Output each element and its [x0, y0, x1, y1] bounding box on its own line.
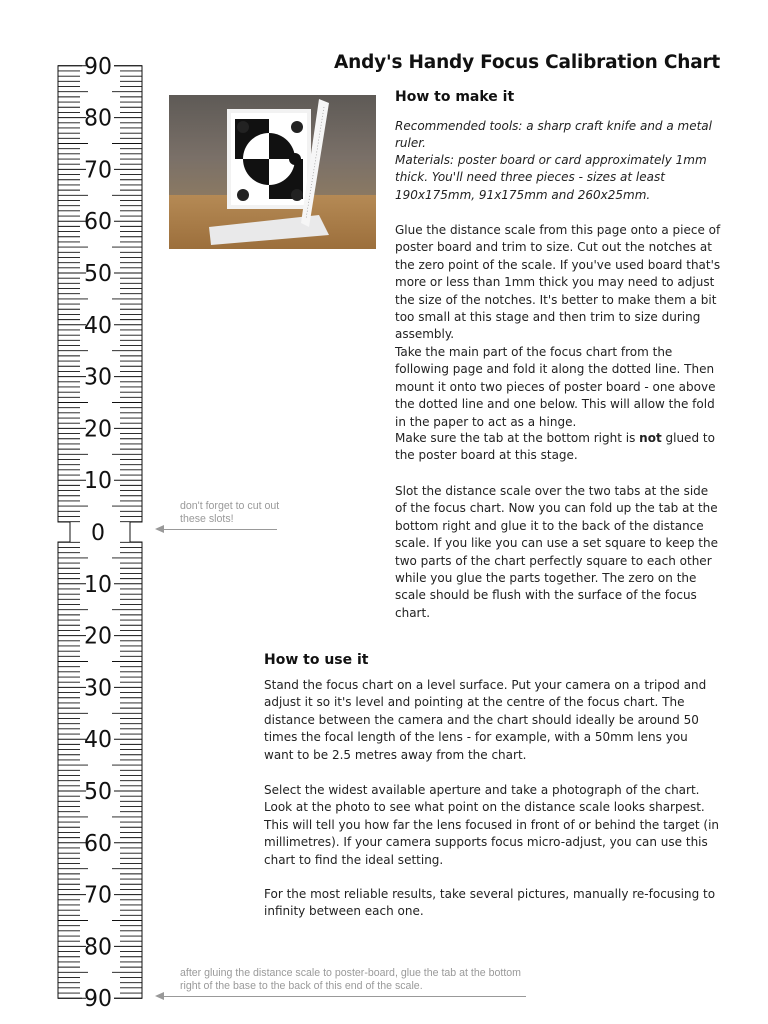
ruler-label: 70: [84, 157, 112, 184]
ruler-label: 20: [84, 623, 112, 650]
page-title: Andy's Handy Focus Calibration Chart: [334, 52, 721, 73]
ruler-label: 50: [84, 779, 112, 805]
tools-text: Recommended tools: a sharp craft knife and a metal ruler.: [395, 119, 712, 151]
arrow-left-icon: [155, 992, 164, 1000]
ruler-label: 90: [84, 986, 112, 1010]
ruler-label: 10: [84, 571, 112, 598]
ruler-label: 40: [84, 312, 112, 339]
ruler-label: 40: [84, 727, 112, 754]
ruler-label: 30: [84, 364, 112, 391]
how-to-make-heading: How to make it: [395, 89, 515, 105]
ruler-label: 90: [84, 54, 112, 80]
make-paragraph-4: Slot the distance scale over the two tabs at the side of the focus chart. Now you can fold up the tab at the bottom right and glue it to the back of the distance scale. If you like you can use a set square to keep the two parts of the chart perfectly square to each other while you glue the parts together. The zero on the scale should be flush with the surface of the focus chart.: [395, 484, 718, 620]
make-paragraph-2: Take the main part of the focus chart from the following page and fold it along the dotted line. Then mount it onto two pieces of poster board - one above the dotted line and one below. This will allow the fold in the paper to act as a hinge.: [395, 345, 716, 429]
make-paragraph-1: Glue the distance scale from this page onto a piece of poster board and trim to size. Cut out the notches at the zero point of the scale. If you've used board that's more or less than 1mm thick you may need to adjust the size of the notches. It's better to make them a bit too small at this stage and then trim to size during assembly.: [395, 223, 721, 342]
bottom-note: after gluing the distance scale to poster-board, glue the tab at the bottom right of the base to the back of this end of the scale.: [180, 967, 521, 992]
ruler-label: 30: [84, 675, 112, 702]
use-paragraph-3: For the most reliable results, take several pictures, manually re-focusing to infinity between each one.: [264, 887, 716, 919]
make-paragraph-3: [395, 430, 721, 465]
slots-arrow-line: [160, 529, 277, 530]
ruler-label: 10: [84, 468, 112, 495]
bottom-arrow-line: [160, 996, 526, 997]
ruler-label: 20: [84, 416, 112, 443]
ruler-label: 60: [84, 830, 112, 857]
ruler-label: 50: [84, 261, 112, 287]
ruler-label: 60: [84, 209, 112, 236]
how-to-use-heading: How to use it: [264, 652, 369, 668]
use-paragraph-2: Select the widest available aperture and take a photograph of the chart. Look at the photo to see what point on the distance scale looks sharpest. This will tell you how far the lens focused in front of or behind the target (in millimetres). If your camera supports focus micro-adjust, you can use this chart to find the ideal setting.: [264, 783, 720, 867]
focus-chart-photo: [169, 95, 376, 249]
ruler-label: 80: [84, 934, 112, 961]
slots-note: don't forget to cut out these slots!: [180, 500, 280, 525]
ruler-label: 80: [84, 105, 112, 132]
ruler-zero-label: 0: [91, 521, 105, 546]
distance-scale-ruler: [52, 54, 148, 1010]
arrow-left-icon: [155, 525, 164, 533]
make-paragraph-3-end: glued to the poster board at this stage.: [395, 431, 715, 463]
emphasis-not: not: [639, 431, 662, 445]
use-paragraph-1: Stand the focus chart on a level surface. Put your camera on a tripod and adjust it so it's level and pointing at the centre of the focus chart. The distance between the camera and the chart should ideally be around 50 times the focal length of the lens - for example, with a 50mm lens you want to be 2.5 metres away from the chart.: [264, 678, 707, 762]
make-paragraph-3-start: Make sure the tab at the bottom right is: [395, 431, 640, 445]
ruler-label: 70: [84, 882, 112, 909]
materials-text: Materials: poster board or card approximately 1mm thick. You'll need three pieces - sizes at least 190x175mm, 91x175mm and 260x25mm.: [395, 153, 707, 202]
